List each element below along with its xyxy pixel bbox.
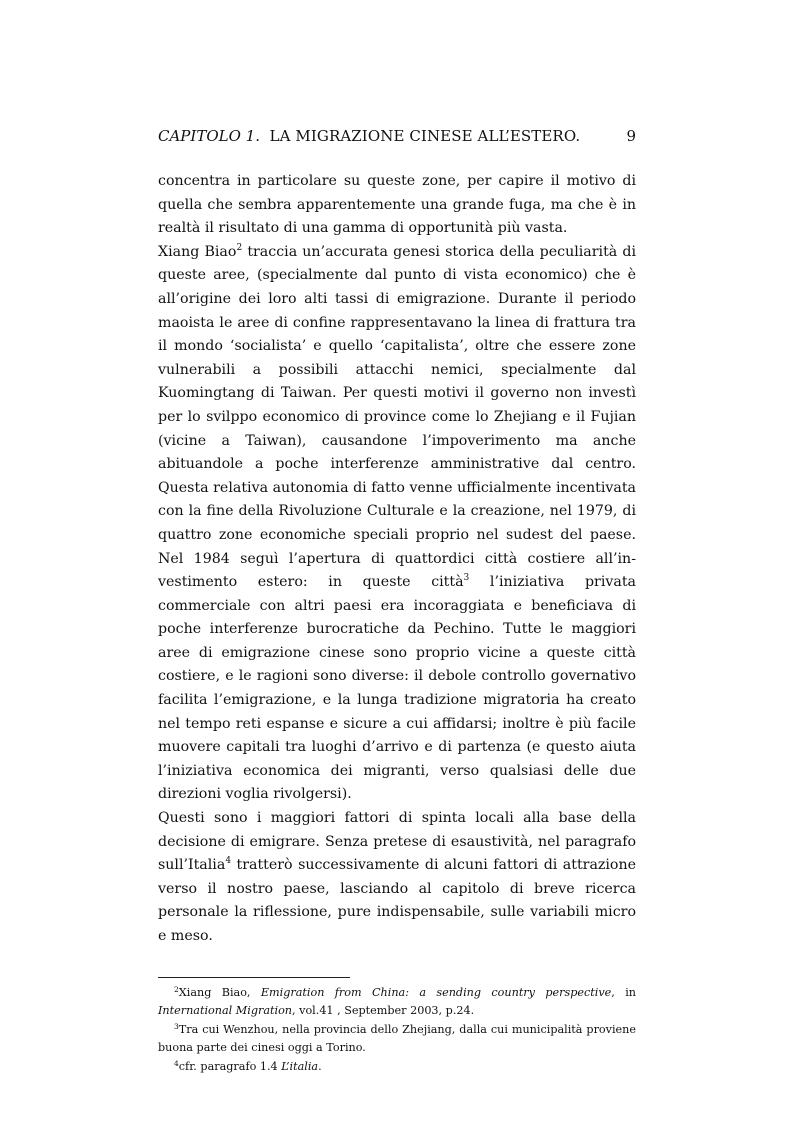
page [158, 126, 636, 1077]
paragraph-1-text: concentra in particolare su queste zone, per capire il motivo di quella che sembra apparentemente una grande fuga, ma che è in realtà il risultato di una gamma di opportunità più vasta. [158, 173, 636, 237]
footnote-2-journal: International Migration [158, 1004, 293, 1018]
paragraph-2 [158, 241, 636, 807]
footnote-3 [158, 1021, 636, 1058]
footnote-divider [158, 977, 350, 978]
footnote-3-text: Tra cui Wenzhou, nella provincia dello Zhejiang, dalla cui municipalità proviene buona parte dei cinesi oggi a Torino. [158, 1022, 636, 1055]
footnote-4-text-b: . [318, 1059, 322, 1073]
paragraph-1 [158, 170, 636, 241]
footnote-2-text-b: , in [611, 985, 636, 999]
footnote-ref-4[interactable]: 4 [225, 856, 232, 867]
paragraph-2-text-b: traccia un’accurata genesi storica della peculiarità di queste aree, (specialmente dal punto di vista economico) che è all’origine dei loro alti tassi di emigrazione. Durante il periodo maoista le aree di confine rappresentavano la linea di frattura tra il mondo ‘socialista’ e quello ‘capitalista’, oltre che essere zone vulnerabili a possibili attacchi nemici, specialmente dal Kuomingtang di Taiwan. Per questi motivi il governo non investì per lo svilppo economico di province come lo Zhejiang e il Fujian (vicine a Taiwan), causandone l’impoverimento ma anche abituandole a poche interferenze amministrative dal centro. Questa relativa autonomia di fatto venne ufficialmente incentivata con la fine della Rivoluzione Culturale e la creazione, nel 1979, di quattro zone economiche speciali proprio nel sudest del paese. Nel 1984 seguì l’apertura di quattordici città costiere all’investimento estero: in queste città [158, 243, 636, 591]
footnote-mark-4: 4 [174, 1058, 179, 1068]
footnote-4 [158, 1058, 636, 1077]
paragraph-2-text-a: Xiang Biao [158, 243, 237, 260]
footnote-mark-2: 2 [174, 984, 179, 994]
running-header [158, 126, 636, 146]
paragraph-3-text-b: tratterò successivamente di alcuni fattori di attrazione verso il nostro paese, lasciando al capitolo di breve ricerca personale la riflessione, pure indispensabile, sulle variabili micro e meso. [158, 857, 636, 944]
footnote-4-text-a: cfr. paragrafo 1.4 [178, 1059, 282, 1073]
paragraph-2-text-c: l’iniziativa privata commerciale con altri paesi era incoraggiata e beneficiava di poche interferenze burocratiche da Pechino. Tutte le maggiori aree di emigrazione cinese sono proprio vicine a queste città costiere, e le ragioni sono diverse: il debole controllo governativo facilita l’emigrazione, e la lunga tradizione migratoria ha creato nel tempo reti espanse e sicure a cui affidarsi; inoltre è più facile muovere capitali tra luoghi d’arrivo e di partenza (e questo aiuta l’iniziativa economica dei migranti, verso qualsiasi delle due direzioni voglia rivolgersi). [158, 574, 637, 803]
footnote-2-text-c: , vol.41 , September 2003, p.24. [292, 1004, 475, 1018]
footnote-ref-2[interactable]: 2 [236, 242, 243, 253]
chapter-heading [158, 126, 580, 146]
page-number: 9 [626, 127, 636, 145]
footnote-2 [158, 984, 636, 1021]
footnote-4-ref: L’italia [281, 1059, 319, 1073]
paragraph-3 [158, 807, 636, 949]
footnotes [158, 984, 636, 1077]
paragraph-3-text-a: Questi sono i maggiori fattori di spinta locali alla base della decisione di emigrare. Senza pretese di esaustività, nel paragrafo sull’Italia [158, 810, 636, 874]
footnote-mark-3: 3 [174, 1021, 179, 1031]
footnote-ref-3[interactable]: 3 [463, 573, 470, 584]
footnote-2-text-a: Xiang Biao, [178, 985, 261, 999]
footnote-2-title: Emigration from China: a sending country perspective [260, 985, 612, 999]
chapter-title: LA MIGRAZIONE CINESE ALL’ESTERO. [269, 127, 581, 145]
chapter-label: CAPITOLO 1. [158, 127, 260, 145]
body-text [158, 170, 636, 949]
